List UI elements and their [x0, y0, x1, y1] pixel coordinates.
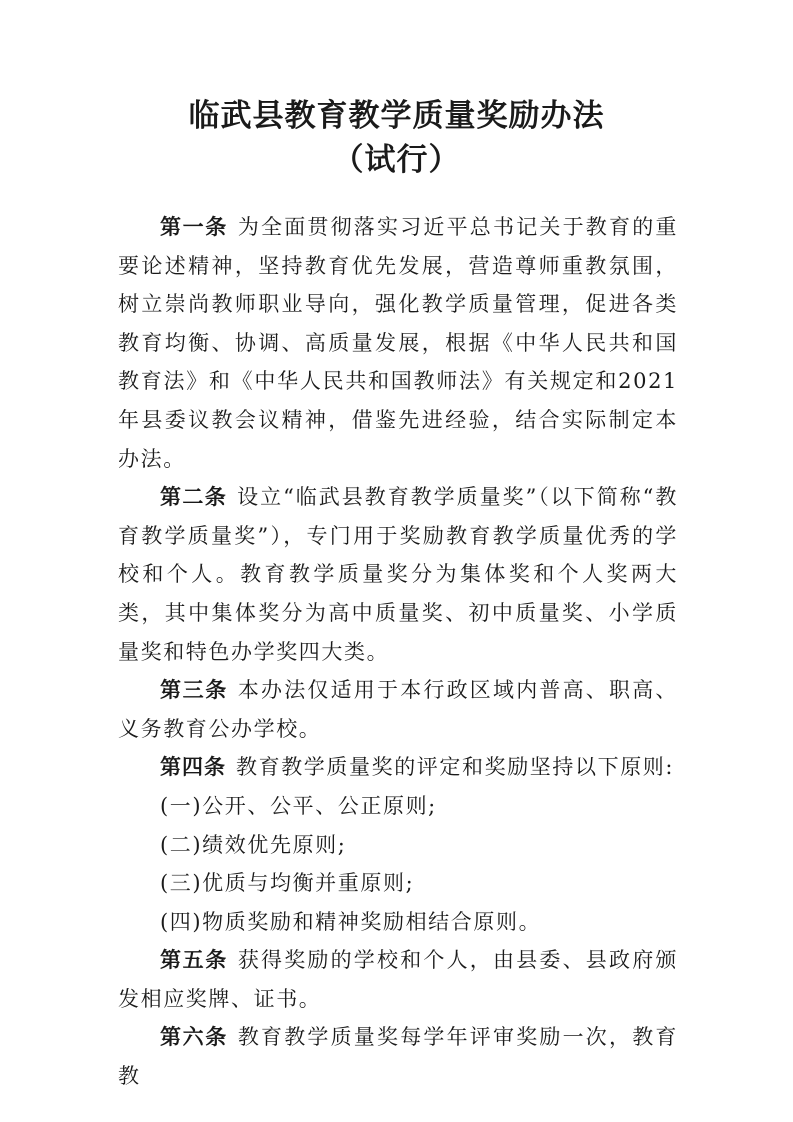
principle-1: (一)公开、公平、公正原则;	[160, 793, 437, 818]
article-label: 第二条	[160, 485, 228, 510]
article-text: 获得奖励的学校和个人，由县委、县政府颁发相应奖牌、证书。	[118, 948, 679, 1011]
document-title: 临武县教育教学质量奖励办法	[188, 98, 605, 134]
article-label: 第六条	[160, 1025, 228, 1050]
article-4	[118, 748, 678, 787]
document-subtitle: （试行）	[332, 142, 461, 178]
article-3	[118, 671, 678, 748]
article-label: 第四条	[160, 755, 226, 780]
article-text: 教育教学质量奖的评定和奖励坚持以下原则:	[236, 755, 675, 780]
article-label: 第五条	[160, 948, 228, 973]
article-5	[118, 941, 678, 1018]
article-1	[118, 208, 678, 478]
article-text: 设立“临武县教育教学质量奖”（以下简称“教育教学质量奖”），专门用于奖励教育教学质量优秀的学校和个人。教育教学质量奖分为集体奖和个人奖两大类，其中集体奖分为高中质量奖、初中质量奖、小学质量奖和特色办学奖四大类。	[118, 485, 679, 664]
article-2	[118, 478, 678, 671]
article-text: 教育教学质量奖每学年评审奖励一次，教育教	[118, 1025, 679, 1089]
document-body	[118, 208, 678, 1096]
article-label: 第三条	[160, 678, 228, 703]
article-6	[118, 1018, 678, 1095]
article-text: 本办法仅适用于本行政区域内普高、职高、义务教育公办学校。	[118, 678, 679, 741]
principle-2: (二)绩效优先原则;	[160, 832, 347, 857]
principle-4: (四)物质奖励和精神奖励相结合原则。	[160, 909, 542, 934]
article-text: 为全面贯彻落实习近平总书记关于教育的重要论述精神，坚持教育优先发展，营造尊师重教氛围，树立崇尚教师职业导向，强化教学质量管理，促进各类教育均衡、协调、高质量发展，根据《中华人民共和国教育法》和《中华人民共和国教师法》有关规定和2021年县委议教会议精神，借鉴先进经验，结合实际制定本办法。	[118, 215, 679, 471]
article-label: 第一条	[160, 215, 228, 239]
principle-3: (三)优质与均衡并重原则;	[160, 871, 415, 896]
